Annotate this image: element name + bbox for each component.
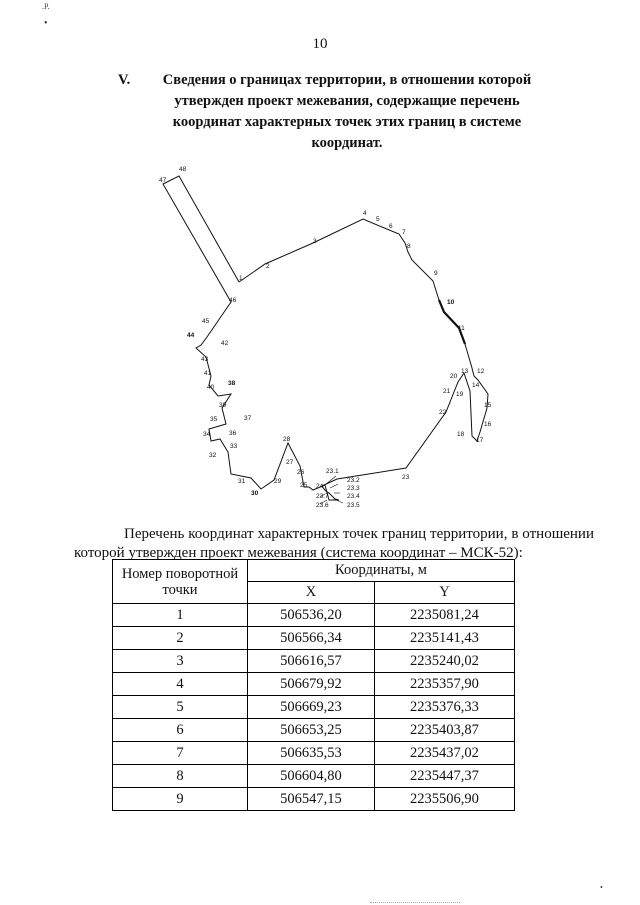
point-label-41: 41 — [204, 370, 212, 377]
point-label-39: 39 — [219, 402, 227, 409]
point-label-48: 48 — [179, 166, 187, 173]
section-title: Сведения о границах территории, в отношении которой утвержден проект межевания, содержащие перечень координат характерных точек этих границ в системе координат. — [162, 72, 532, 151]
section-heading — [118, 70, 548, 154]
point-label-16: 16 — [484, 421, 492, 428]
boundary-shading — [439, 300, 465, 344]
table-row — [113, 696, 515, 719]
page-number: 10 — [312, 36, 328, 52]
point-label-19: 19 — [456, 391, 464, 398]
point-label-4: 4 — [363, 210, 367, 217]
cell-y: 2235376,33 — [374, 696, 514, 719]
cell-y: 2235447,37 — [374, 765, 514, 788]
point-label-21: 21 — [443, 388, 451, 395]
point-label-14: 14 — [472, 382, 480, 389]
corner-dot: • — [44, 18, 48, 29]
header-x: X — [248, 582, 375, 604]
point-label-23-2: 23.2 — [347, 477, 360, 484]
point-label-12: 12 — [477, 368, 485, 375]
point-label-23-3: 23.3 — [347, 485, 360, 492]
cell-x: 506635,53 — [248, 742, 375, 765]
table-row — [113, 627, 515, 650]
point-label-23-4: 23.4 — [347, 493, 360, 500]
point-label-17: 17 — [476, 437, 484, 444]
corner-mark: .P. — [42, 2, 50, 11]
point-label-23-1: 23.1 — [326, 468, 339, 475]
cell-point: 7 — [113, 742, 248, 765]
point-label-23-5: 23.5 — [347, 502, 360, 509]
point-label-11: 11 — [458, 325, 465, 332]
cell-point: 1 — [113, 604, 248, 627]
point-label-2: 2 — [266, 263, 270, 270]
table-row — [113, 604, 515, 627]
point-label-3: 3 — [313, 238, 317, 245]
intro-paragraph — [74, 525, 594, 563]
cell-x: 506604,80 — [248, 765, 375, 788]
point-label-20: 20 — [450, 373, 458, 380]
cell-point: 4 — [113, 673, 248, 696]
cell-point: 6 — [113, 719, 248, 742]
point-label-36: 36 — [229, 430, 237, 437]
cell-y: 2235357,90 — [374, 673, 514, 696]
point-label-32: 32 — [209, 452, 217, 459]
header-point-number: Номер поворотной точки — [113, 560, 248, 604]
table-row — [113, 788, 515, 811]
point-label-13: 13 — [461, 368, 469, 375]
point-label-47: 47 — [159, 177, 167, 184]
point-label-27: 27 — [286, 459, 294, 466]
cell-y: 2235081,24 — [374, 604, 514, 627]
table-row — [113, 719, 515, 742]
cell-point: 8 — [113, 765, 248, 788]
point-label-33: 33 — [230, 443, 238, 450]
cell-x: 506566,34 — [248, 627, 375, 650]
point-label-34: 34 — [203, 431, 211, 438]
point-label-22: 22 — [439, 409, 447, 416]
cell-y: 2235141,43 — [374, 627, 514, 650]
point-label-23-7: 23.7 — [316, 493, 329, 500]
cell-point: 5 — [113, 696, 248, 719]
table-row — [113, 673, 515, 696]
cell-point: 2 — [113, 627, 248, 650]
leader-line — [330, 484, 338, 488]
point-label-28: 28 — [283, 436, 291, 443]
intro-text: Перечень координат характерных точек границ территории, в отношении которой утвержден проект межевания (система координат – МСК-52): — [74, 526, 594, 561]
point-label-35: 35 — [210, 416, 218, 423]
point-label-37: 37 — [244, 415, 252, 422]
point-label-42: 42 — [221, 340, 229, 347]
point-label-5: 5 — [376, 216, 380, 223]
point-label-31: 31 — [238, 478, 246, 485]
header-coordinates: Координаты, м — [248, 560, 515, 582]
point-label-44: 44 — [187, 332, 195, 339]
point-label-9: 9 — [434, 270, 438, 277]
footer-dot: • — [600, 883, 603, 892]
point-label-8: 8 — [407, 243, 411, 250]
cell-y: 2235437,02 — [374, 742, 514, 765]
cell-x: 506679,92 — [248, 673, 375, 696]
cell-x: 506547,15 — [248, 788, 375, 811]
point-label-26: 26 — [297, 469, 305, 476]
cell-y: 2235240,02 — [374, 650, 514, 673]
point-label-43: 43 — [201, 356, 209, 363]
cell-x: 506669,23 — [248, 696, 375, 719]
boundary-map — [140, 155, 520, 515]
leader-line — [336, 500, 343, 503]
point-label-30: 30 — [251, 490, 259, 497]
table-row — [113, 765, 515, 788]
section-number: V. — [118, 72, 131, 88]
cell-y: 2235506,90 — [374, 788, 514, 811]
point-label-24: 24 — [316, 483, 324, 490]
point-label-45: 45 — [202, 318, 210, 325]
point-label-23: 23 — [402, 474, 410, 481]
point-label-6: 6 — [389, 223, 393, 230]
point-label-40: 40 — [207, 384, 215, 391]
point-label-25: 25 — [300, 482, 308, 489]
cell-x: 506616,57 — [248, 650, 375, 673]
point-label-29: 29 — [274, 478, 282, 485]
point-label-38: 38 — [228, 380, 236, 387]
point-label-46: 46 — [229, 297, 237, 304]
cell-point: 3 — [113, 650, 248, 673]
point-label-10: 10 — [447, 299, 455, 306]
point-label-23-6: 23.6 — [316, 502, 329, 509]
point-label-15: 15 — [484, 402, 492, 409]
cell-x: 506653,25 — [248, 719, 375, 742]
footer-line — [370, 902, 460, 903]
point-label-1: 1 — [239, 275, 243, 282]
cell-point: 9 — [113, 788, 248, 811]
header-y: Y — [374, 582, 514, 604]
cell-y: 2235403,87 — [374, 719, 514, 742]
coordinates-table — [112, 559, 515, 811]
table-row — [113, 650, 515, 673]
point-label-18: 18 — [457, 431, 465, 438]
table-row — [113, 742, 515, 765]
cell-x: 506536,20 — [248, 604, 375, 627]
point-label-7: 7 — [402, 229, 406, 236]
